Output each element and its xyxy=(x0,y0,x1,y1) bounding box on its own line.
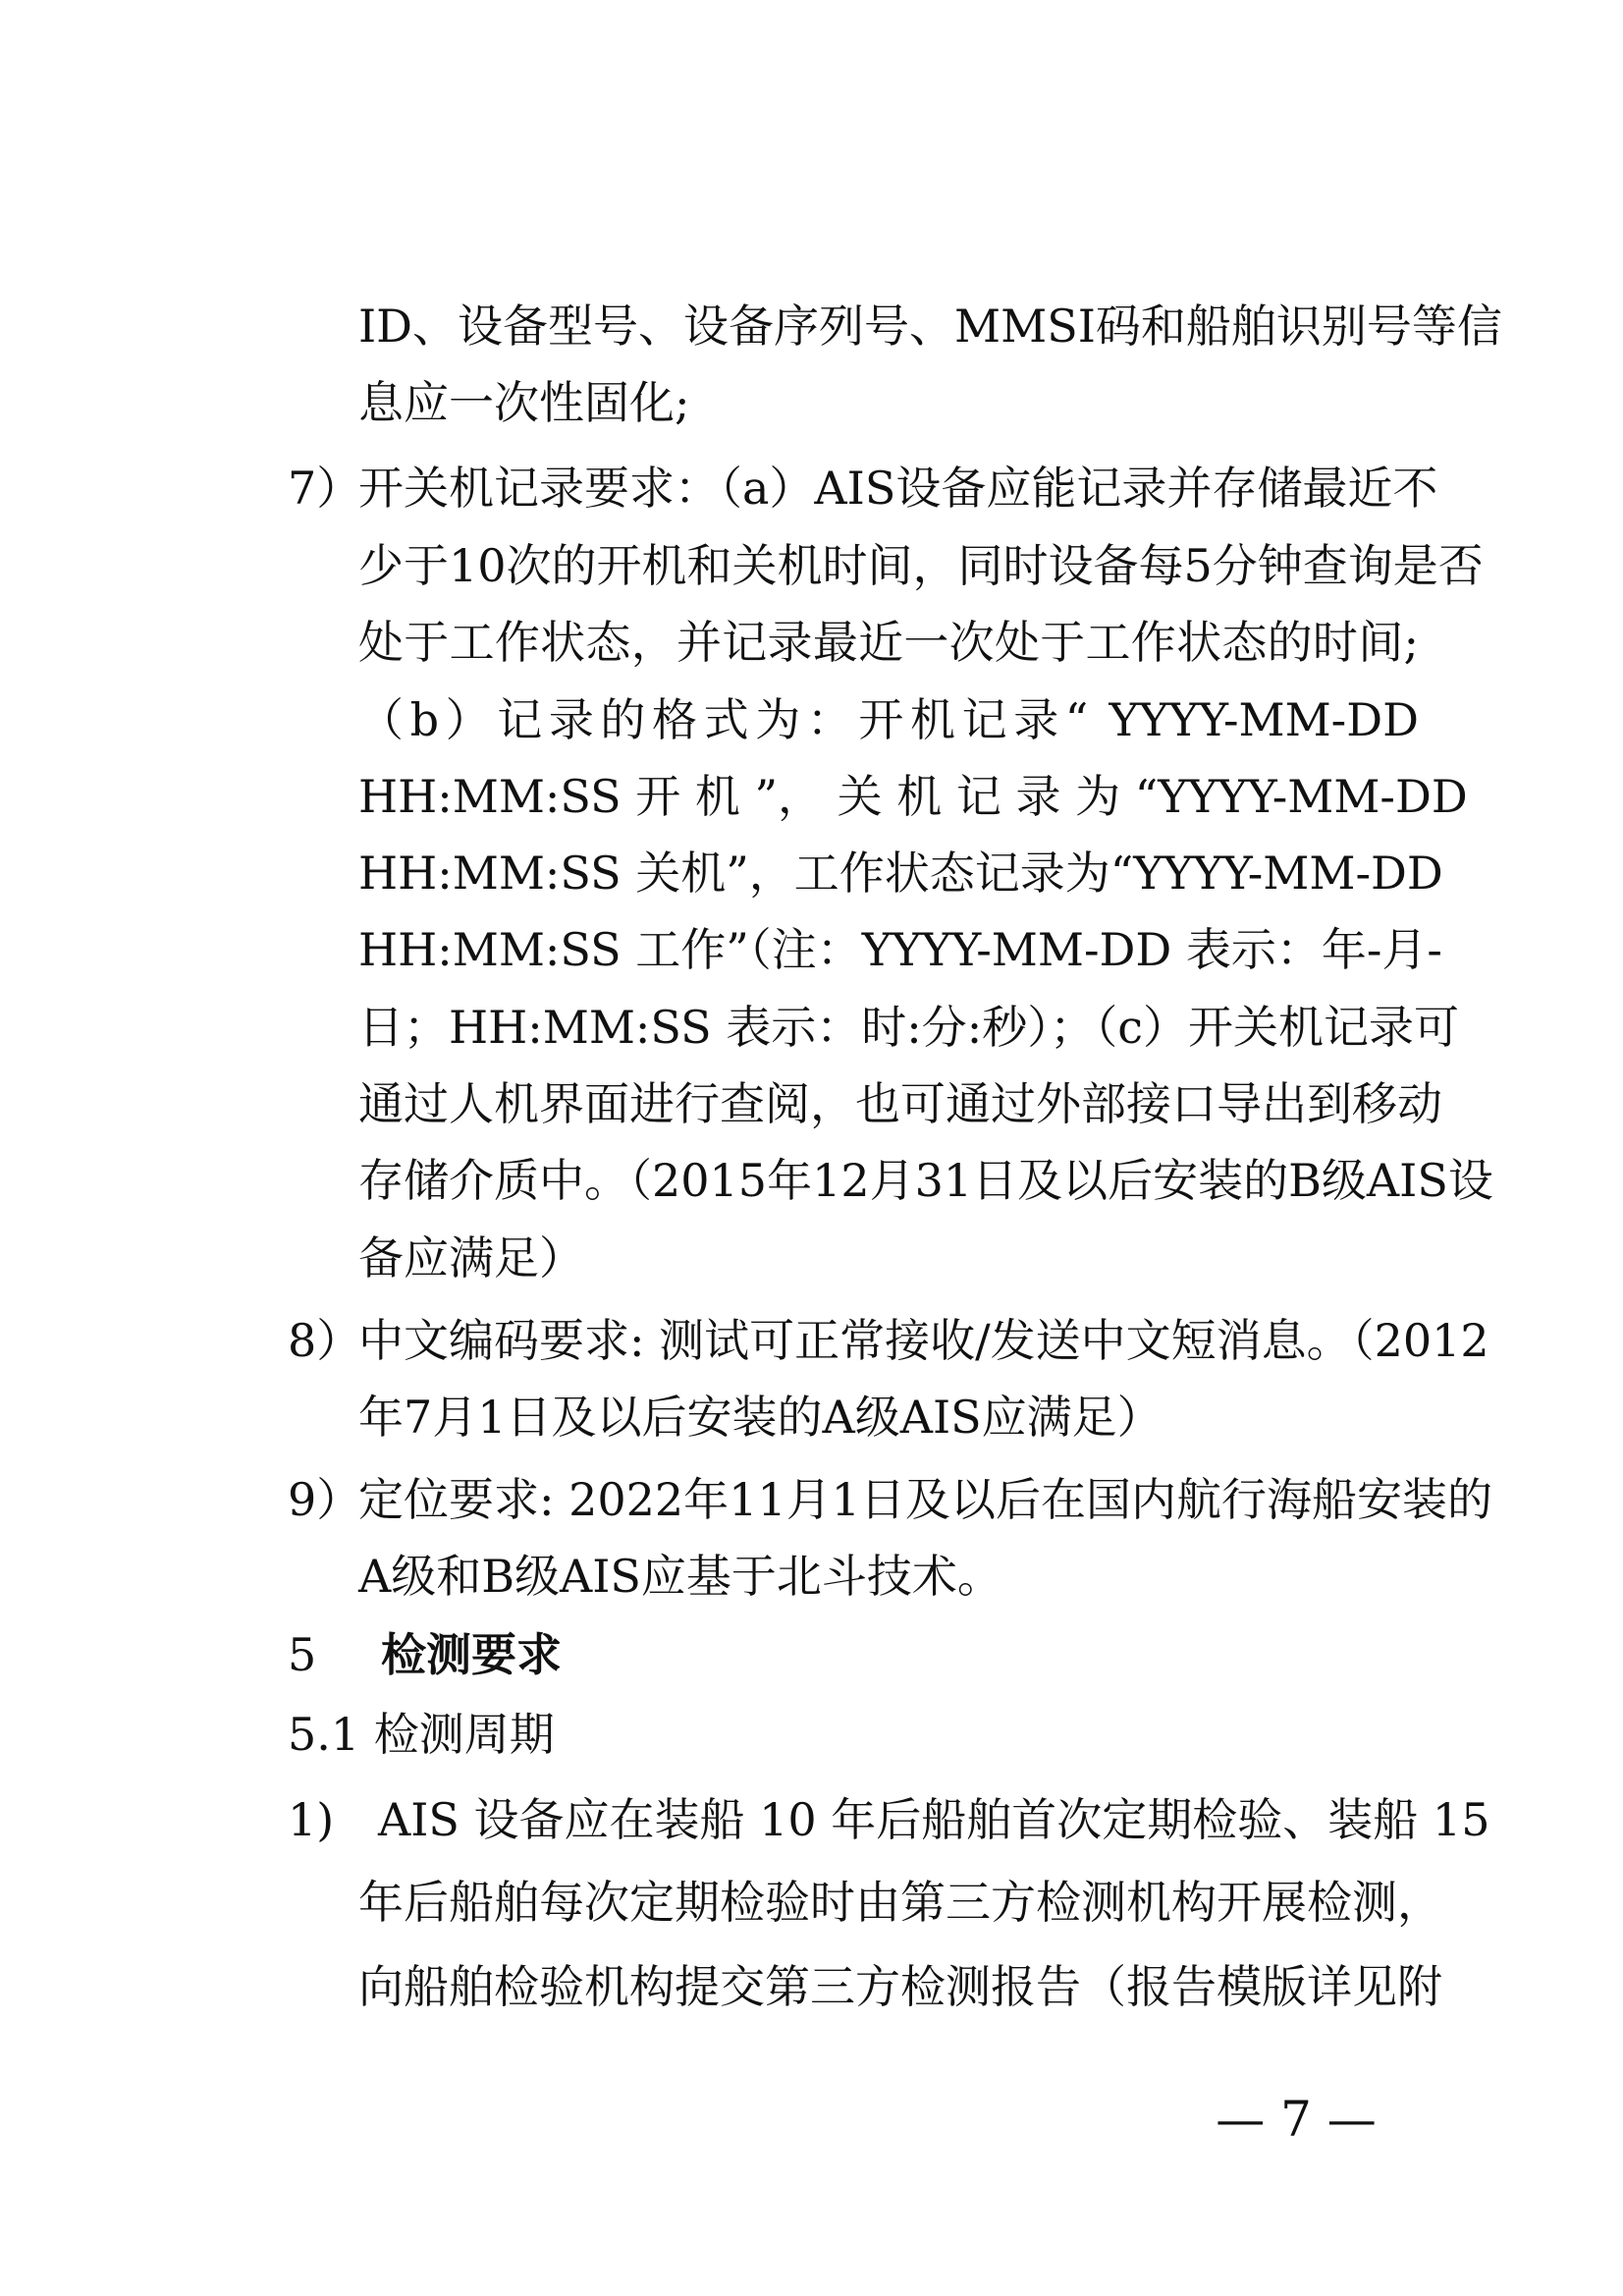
section-5-title-text: 检测要求 xyxy=(381,1628,562,1681)
item-7-line: 处于工作状态，并记录最近一次处于工作状态的时间; xyxy=(358,616,1419,669)
item-1-line: 向船舶检验机构提交第三方检测报告（报告模版详见附 xyxy=(358,1960,1442,2013)
item-7-line: HH:MM:SS 关机”，工作状态记录为“YYYY-MM-DD xyxy=(358,847,1443,900)
section-5-number: 5 xyxy=(288,1628,317,1681)
item-7-line: 存储介质中。（2015年12月31日及以后安装的B级AIS设 xyxy=(358,1154,1493,1207)
page-number: — 7 — xyxy=(1216,2091,1377,2148)
item-8-line: 年7月1日及以后安装的A级AIS应满足） xyxy=(358,1391,1163,1444)
item-7-line: 开关机记录要求：（a）AIS设备应能记录并存储最近不 xyxy=(358,462,1438,515)
item-8-number: 8） xyxy=(288,1314,362,1367)
intro-line-1: ID、设备型号、设备序列号、MMSI码和船舶识别号等信 xyxy=(358,300,1502,353)
item-7-line: （b）记录的格式为：开机记录“ YYYY-MM-DD xyxy=(358,693,1419,746)
item-1-line: 年后船舶每次定期检验时由第三方检测机构开展检测， xyxy=(358,1876,1442,1929)
item-9-number: 9） xyxy=(288,1473,362,1526)
item-9-line: 定位要求: 2022年11月1日及以后在国内航行海船安装的 xyxy=(358,1473,1492,1526)
item-7-line: HH:MM:SS 开 机 ”， 关 机 记 录 为 “YYYY-MM-DD xyxy=(358,770,1468,823)
section-5-1-label: 5.1 检测周期 xyxy=(288,1708,555,1761)
item-9-line: A级和B级AIS应基于北斗技术。 xyxy=(358,1550,1002,1603)
item-1-line: AIS 设备应在装船 10 年后船舶首次定期检验、装船 15 xyxy=(378,1793,1490,1846)
item-7-line: HH:MM:SS 工作”（注：YYYY-MM-DD 表示：年-月- xyxy=(358,923,1442,976)
intro-line-2: 息应一次性固化; xyxy=(358,376,690,429)
section-5-title xyxy=(381,1625,562,1684)
item-7-line: 通过人机界面进行查阅，也可通过外部接口导出到移动 xyxy=(358,1077,1442,1130)
item-8-line: 中文编码要求: 测试可正常接收/发送中文短消息。（2012 xyxy=(358,1314,1489,1367)
item-1-number: 1) xyxy=(288,1793,335,1846)
item-7-number: 7） xyxy=(288,462,362,515)
item-7-line: 日；HH:MM:SS 表示：时:分:秒）；（c）开关机记录可 xyxy=(358,1001,1460,1054)
item-7-line: 备应满足） xyxy=(358,1231,584,1285)
item-7-line: 少于10次的开机和关机时间，同时设备每5分钟查询是否 xyxy=(358,539,1484,592)
